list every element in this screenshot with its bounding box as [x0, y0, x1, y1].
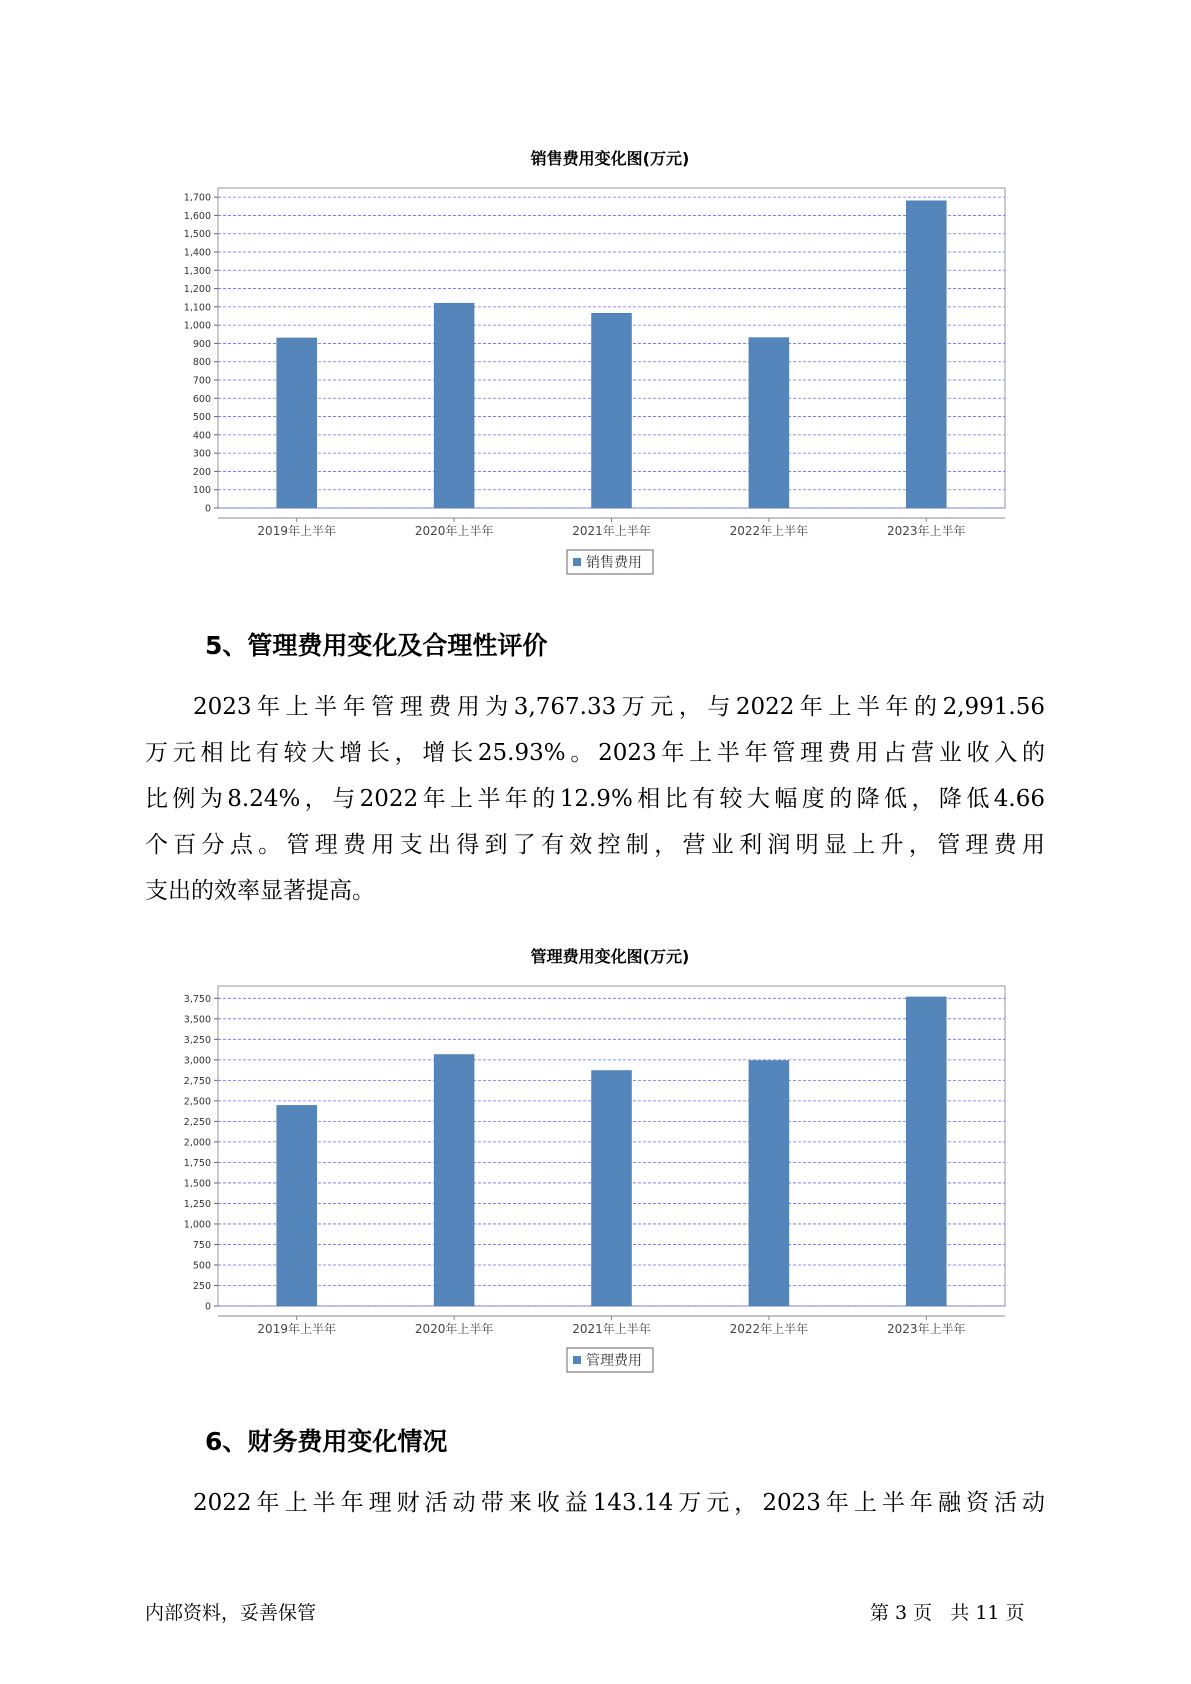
y-tick-label: 2,000 [183, 1137, 211, 1149]
y-tick-label: 2,750 [183, 1075, 211, 1087]
bar [749, 1061, 789, 1306]
bar [592, 1071, 632, 1306]
x-tick-label: 2021年上半年 [572, 524, 651, 538]
x-tick-label: 2023年上半年 [887, 524, 966, 538]
x-tick-label: 2019年上半年 [257, 1322, 336, 1336]
x-tick-label: 2020年上半年 [414, 1322, 494, 1336]
chart-title: 销售费用变化图(万元) [530, 149, 690, 168]
section-6-heading: 6、财务费用变化情况 [205, 1427, 448, 1456]
y-tick-label: 1,200 [183, 284, 211, 296]
y-tick-label: 1,500 [183, 229, 211, 241]
y-tick-label: 1,000 [183, 1219, 211, 1231]
bar [906, 201, 946, 508]
bar [277, 1105, 317, 1306]
x-tick-label: 2022年上半年 [729, 1322, 809, 1336]
legend-swatch [573, 558, 581, 566]
y-tick-label: 750 [192, 1239, 211, 1251]
y-tick-label: 0 [204, 1301, 211, 1313]
bar [277, 338, 317, 508]
y-tick-label: 700 [192, 375, 211, 387]
y-tick-label: 2,250 [183, 1116, 211, 1128]
section-5-paragraph [145, 684, 1045, 914]
y-tick-label: 1,750 [183, 1157, 211, 1169]
y-tick-label: 250 [192, 1280, 211, 1292]
y-tick-label: 1,300 [183, 265, 211, 277]
sales-expense-chart-svg [183, 180, 1020, 610]
section-5-heading: 5、管理费用变化及合理性评价 [205, 631, 548, 660]
bar [592, 313, 632, 508]
chart-title: 管理费用变化图(万元) [530, 947, 690, 966]
y-tick-label: 3,500 [183, 1014, 211, 1026]
y-tick-label: 300 [192, 448, 211, 460]
y-tick-label: 200 [192, 466, 211, 478]
y-tick-label: 800 [192, 357, 211, 369]
y-tick-label: 2,500 [183, 1096, 211, 1108]
footer-page-number: 第 3 页 共 11 页 [870, 1602, 1025, 1624]
y-tick-label: 3,000 [183, 1055, 211, 1067]
y-tick-label: 1,700 [183, 192, 211, 204]
y-tick-label: 3,250 [183, 1034, 211, 1046]
y-tick-label: 0 [204, 503, 211, 515]
admin-expense-chart-svg [183, 978, 1020, 1408]
footer-left: 内部资料，妥善保管 [145, 1602, 317, 1624]
y-tick-label: 500 [192, 412, 211, 424]
paragraph-line: 个百分点。管理费用支出得到了有效控制，营业利润明显上升，管理费用 [145, 832, 1045, 858]
y-tick-label: 500 [192, 1260, 211, 1272]
y-tick-label: 1,250 [183, 1198, 211, 1210]
bar [434, 1055, 474, 1306]
y-tick-label: 600 [192, 393, 211, 405]
paragraph-line: 比例为8.24%，与2022年上半年的12.9%相比有较大幅度的降低，降低4.66 [145, 786, 1045, 812]
paragraph-line: 支出的效率显著提高。 [145, 878, 375, 904]
legend-swatch [573, 1356, 581, 1364]
x-tick-label: 2022年上半年 [729, 524, 809, 538]
bar [749, 338, 789, 508]
y-tick-label: 100 [192, 485, 211, 497]
y-tick-label: 3,750 [183, 993, 211, 1005]
y-tick-label: 400 [192, 430, 211, 442]
y-tick-label: 1,500 [183, 1178, 211, 1190]
paragraph-line: 万元相比有较大增长，增长25.93%。2023年上半年管理费用占营业收入的 [145, 740, 1045, 766]
bar [906, 997, 946, 1306]
y-tick-label: 900 [192, 338, 211, 350]
x-tick-label: 2021年上半年 [572, 1322, 651, 1336]
bar [434, 303, 474, 508]
section-6-paragraph [145, 1480, 1045, 1526]
x-tick-label: 2020年上半年 [414, 524, 494, 538]
paragraph-line: 2023年上半年管理费用为3,767.33万元，与2022年上半年的2,991.56 [193, 694, 1045, 720]
legend-label: 管理费用 [586, 1353, 642, 1369]
y-tick-label: 1,100 [183, 302, 211, 314]
legend-label: 销售费用 [586, 555, 642, 571]
x-tick-label: 2019年上半年 [257, 524, 336, 538]
y-tick-label: 1,000 [183, 320, 211, 332]
paragraph-line: 2022年上半年理财活动带来收益143.14万元，2023年上半年融资活动 [193, 1490, 1045, 1516]
x-tick-label: 2023年上半年 [887, 1322, 966, 1336]
y-tick-label: 1,400 [183, 247, 211, 259]
y-tick-label: 1,600 [183, 210, 211, 222]
